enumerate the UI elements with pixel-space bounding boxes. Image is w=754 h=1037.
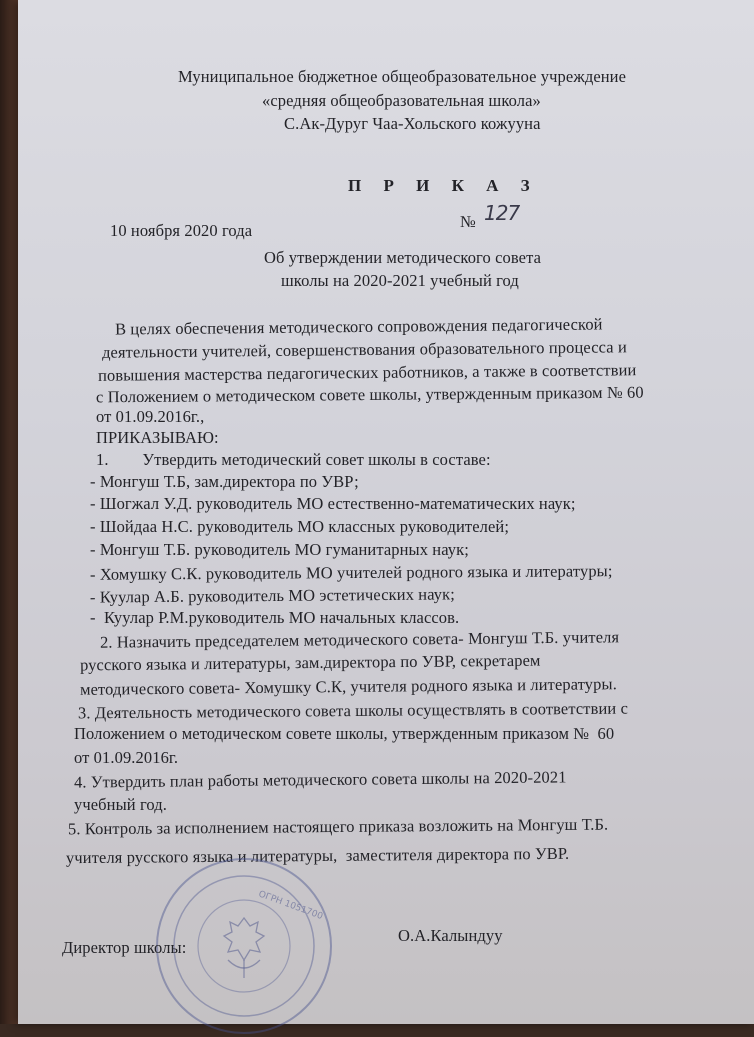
body-line: - Монгуш Т.Б, зам.директора по УВР; bbox=[90, 472, 359, 491]
body-line: - Куулар А.Б. руководитель МО эстетических наук; bbox=[89, 584, 455, 607]
body-line: 1. Утвердить методический совет школы в составе: bbox=[96, 450, 491, 469]
body-line: от 01.09.2016г., bbox=[96, 407, 205, 426]
subject-line1: Об утверждении методического совета bbox=[264, 248, 541, 267]
seal-text: ОГРН 1051700 bbox=[256, 889, 325, 922]
body-line: учителя русского языка и литературы, заместителя директора по УВР. bbox=[65, 843, 570, 868]
body-line: от 01.09.2016г. bbox=[74, 748, 179, 767]
body-line: ПРИКАЗЫВАЮ: bbox=[96, 428, 219, 447]
body-line: - Куулар Р.М.руководитель МО начальных классов. bbox=[90, 608, 460, 627]
document-date: 10 ноября 2020 года bbox=[110, 221, 253, 240]
body-line: с Положением о методическом совете школы, утвержденным приказом № 60 bbox=[95, 382, 644, 407]
body-line: - Шогжал У.Д. руководитель МО естественно-математических наук; bbox=[90, 494, 576, 513]
signature-label: Директор школы: bbox=[62, 938, 187, 957]
document-number-handwritten: 127 bbox=[484, 201, 520, 225]
subject-line2: школы на 2020-2021 учебный год bbox=[281, 271, 519, 290]
body-line: - Шойдаа Н.С. руководитель МО классных руководителей; bbox=[90, 517, 510, 536]
body-line: учебный год. bbox=[74, 795, 167, 814]
body-line: повышения мастерства педагогических работников, а также в соответствии bbox=[97, 360, 637, 385]
document-title: П Р И К А З bbox=[348, 176, 539, 195]
body-line: Положением о методическом совете школы, утвержденным приказом № 60 bbox=[74, 724, 615, 743]
body-line: В целях обеспечения методического сопровождения педагогической bbox=[114, 314, 603, 339]
body-line: деятельности учителей, совершенствования образовательного процесса и bbox=[101, 337, 627, 362]
body-line: 2. Назначить председателем методического совета- Монгуш Т.Б. учителя bbox=[99, 627, 620, 652]
body-line: 5. Контроль за исполнением настоящего приказа возложить на Монгуш Т.Б. bbox=[67, 814, 609, 839]
org-name-line1: Муниципальное бюджетное общеобразовательное учреждение bbox=[178, 67, 627, 86]
document-number-label: № bbox=[460, 212, 476, 231]
document-page bbox=[18, 0, 754, 1024]
body-line: 3. Деятельность методического совета школы осуществлять в соответствии с bbox=[77, 698, 629, 723]
body-line: - Монгуш Т.Б. руководитель МО гуманитарных наук; bbox=[90, 540, 469, 559]
signature-name: О.А.Калындуу bbox=[398, 926, 503, 945]
body-line: - Хомушку С.К. руководитель МО учителей родного языка и литературы; bbox=[89, 561, 613, 584]
body-line: 4. Утвердить план работы методического совета школы на 2020-2021 bbox=[73, 767, 567, 792]
org-location: С.Ак-Дуруг Чаа-Хольского кожууна bbox=[284, 114, 541, 133]
body-line: методического совета- Хомушку С.К, учителя родного языка и литературы. bbox=[79, 674, 617, 699]
body-line: русского языка и литературы, зам.директора по УВР, секретарем bbox=[79, 650, 541, 675]
org-name-line2: «средняя общеобразовательная школа» bbox=[262, 91, 541, 110]
